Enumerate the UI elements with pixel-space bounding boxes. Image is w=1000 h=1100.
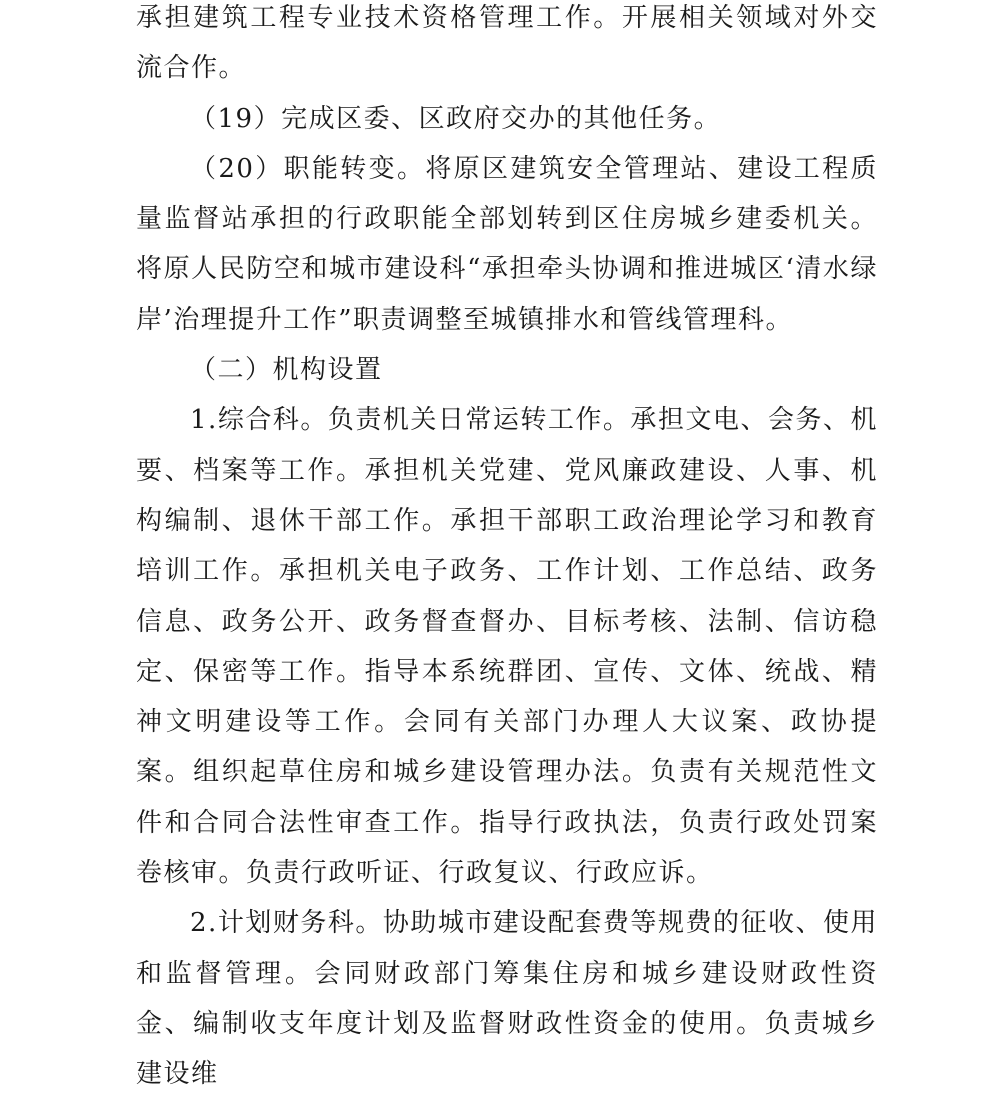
paragraph-planning-finance: 2.计划财务科。协助城市建设配套费等规费的征收、使用和监督管理。会同财政部门筹集住房和城乡建设财政性资金、编制收支年度计划及监督财政性资金的使用。负责城乡建设维 bbox=[136, 908, 878, 1090]
paragraph-continuation: 承担建筑工程专业技术资格管理工作。开展相关领域对外交流合作。 bbox=[136, 3, 878, 84]
section-heading-institution-setup: （二）机构设置 bbox=[190, 355, 383, 386]
document-body bbox=[136, 0, 878, 1100]
paragraph-general-office: 1.综合科。负责机关日常运转工作。承担文电、会务、机要、档案等工作。承担机关党建、党风廉政建设、人事、机构编制、退休干部工作。承担干部职工政治理论学习和教育培训工作。承担机关电子政务、工作计划、工作总结、政务信息、政务公开、政务督查督办、目标考核、法制、信访稳定、保密等工作。指导本系统群团、宣传、文体、统战、精神文明建设等工作。会同有关部门办理人大议案、政协提案。组织起草住房和城乡建设管理办法。负责有关规范性文件和合同合法性审查工作。指导行政执法，负责行政处罚案卷核审。负责行政听证、行政复议、行政应诉。 bbox=[136, 405, 878, 889]
paragraph-item-19: （19）完成区委、区政府交办的其他任务。 bbox=[190, 103, 722, 134]
paragraph-item-20: （20）职能转变。将原区建筑安全管理站、建设工程质量监督站承担的行政职能全部划转到区住房城乡建委机关。将原人民防空和城市建设科“承担牵头协调和推进城区‘清水绿岸’治理提升工作”职责调整至城镇排水和管线管理科。 bbox=[136, 153, 878, 335]
